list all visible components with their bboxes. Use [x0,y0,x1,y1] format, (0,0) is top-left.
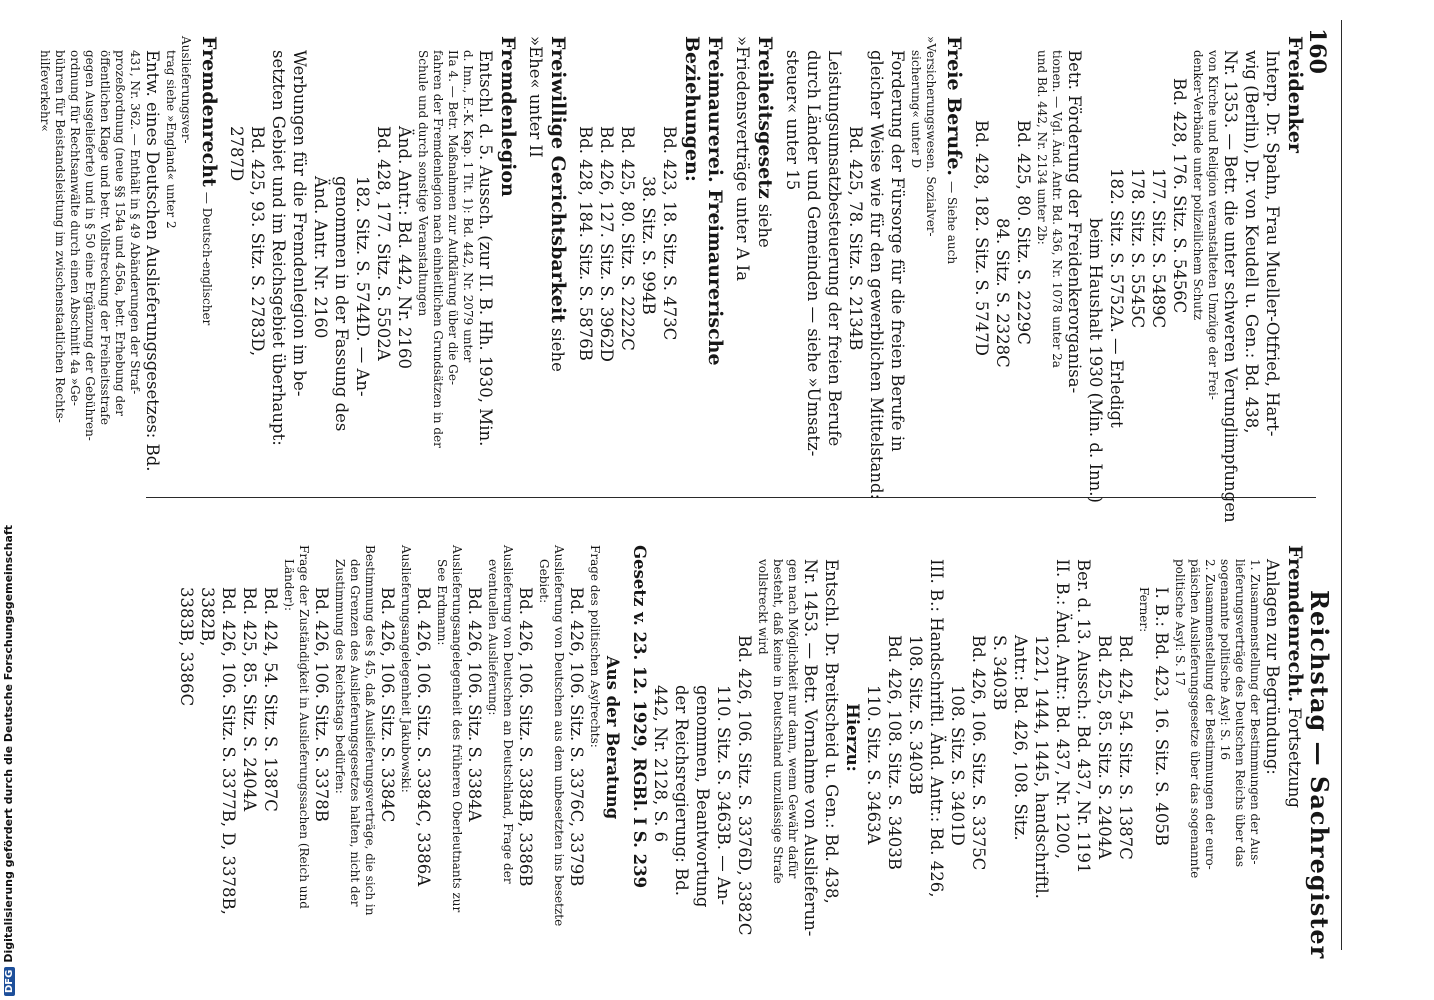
ref-line: Bd. 426, 106. Sitz. S. 3384C, 3386A [414,587,433,887]
entry-text [755,545,842,937]
text-line: vollstreckt wird [756,559,770,655]
text-line: von Kirche und Religion veranstalteten Umzüge der Frei- [1206,50,1220,400]
text-line: Ferner: [1137,587,1151,633]
text-line: Werbungen für die Fremdenlegion im be- [290,50,309,397]
ref-line: III. B.: Handschriftl. Änd. Antr.: Bd. 426, [927,559,946,898]
ref-line: Bd. 425, 85. Sitz. S. 2404A [240,587,259,812]
entry-fremdenlegion [226,36,519,448]
text-line: Entw. eines Deutschen Auslieferungsgesetzes: Bd. [143,50,162,472]
ref-line: beim Haushalt 1930 (Min. d. Inn.) [1086,218,1105,503]
text-line: denker-Verbände unter polizeilichem Schutz [1191,50,1205,321]
entry-refs [575,36,680,381]
ref-line: Antr.: Bd. 426, 108. Sitz. [1011,635,1030,841]
ref-line: 84. Sitz. S. 2328C [993,218,1012,368]
ref-line: Bd. 423, 18. Sitz. S. 473C [660,126,679,341]
ref-line: der Reichsregierung: Bd. [672,685,691,896]
text-line: trag siehe »England« unter 2 [164,50,178,229]
ref-line: genommen, Beantwortung [693,685,712,908]
entry-refs [863,545,1073,930]
ref-line: Ber. d. 13. Aussch.: Bd. 437, Nr. 1191 [1074,559,1093,874]
text-line: politische Asyl: S. 17 [1173,559,1187,686]
text-line: tionen. — Vgl. Änd. Antr. Bd. 436, Nr. 1078 unter 2a [1050,50,1064,368]
entry-head [923,36,965,381]
text-line: sicherung« unter D [909,50,923,169]
ref-line: Bd. 426, 106. Sitz. S. 3378B [312,587,331,822]
text-line: und Bd. 442, Nr. 2134 unter 2b: [1035,50,1049,245]
text-line: 431, Nr. 362. — Enthält in § 49 Abänderungen der Straf- [128,50,142,395]
ref-line: 178. Sitz. S. 5545C [1128,168,1147,329]
entry-text [268,36,310,446]
ref-line: Bd. 426, 106. Sitz. S. 3376D, 3382C [735,635,754,936]
entry-text [1172,545,1262,930]
beratung-question: Bestimmung des § 45, daß Auslieferungsverträge, die sich in den Grenzen des Auslieferungsgesetzes halten, nicht der Zustimmung des Reichstags bedürfen: [333,545,377,916]
entry-text [1034,36,1085,394]
beratung-question: Auslieferung von Deutschen aus dem unbesetzten ins besetzte Gebiet: [537,545,566,927]
text-line: Entschl. Dr. Breitscheid u. Gen.: Bd. 438, [822,559,841,904]
entry-head [178,36,220,381]
beratung-question: Auslieferungsangelegenheit Jakubowski: [399,545,413,793]
entry-keyword: Freie Berufe. [943,36,965,177]
entry-gerichtsbarkeit [525,36,569,381]
text-line: durch Länder und Gemeinden — siehe »Umsatz- [804,50,823,457]
beratung-question: Auslieferung von Deutschen an Deutschland, Frage der eventuellen Auslieferung: [486,545,515,884]
entry-text [866,36,908,500]
ref-line: II. B.: Änd. Antr.: Bd. 437, Nr. 1200, [1053,559,1072,859]
ref-line: S. 3403B [990,635,1009,711]
text-line: setzten Gebiet und im Reichsgebiet überhaupt: [269,50,288,446]
ref-line: Bd. 426, 106. Sitz. S. 3384B, 3386B [516,587,535,887]
text-line: Schule und durch sonstige Veranstaltungen [416,50,430,317]
ref-line: Bd. 424, 54. Sitz. S. 1387C [261,587,280,812]
entry-freiheitsgesetz [732,36,776,381]
ref-line: Bd. 425, 80. Sitz. S. 2222C [618,126,637,351]
ref-line: Bd. 426, 106. Sitz. S. 3384A [465,587,484,822]
ref-line: 1221, 1444, 1445, handschriftl. [1032,635,1051,899]
dfg-logo: DFG [4,967,15,996]
ref-line: Bd. 426, 108. Sitz. S. 3403B [885,635,904,870]
ref-line: Bd. 426, 106. Sitz. S. 3375C [969,635,988,871]
ref-line: 442, Nr. 2128, S. 6 [651,685,670,843]
ref-line: Bd. 426, 106. Sitz. S. 3376C, 3379B [567,587,586,887]
ref-line: Bd. 428, 177. Sitz. S. 5502A [374,126,393,361]
text-line: gegen Ausgelieferte) und in § 50 eine Ergänzung der Gebühren- [83,50,97,441]
entry-text [782,36,845,457]
text-line: öffentlichen Klage und betr. Vollstreckung der Freiheitsstrafe [98,50,112,425]
ref-line: Bd. 424, 54. Sitz. S. 1387C [1116,635,1135,860]
beratung-heading: Aus der Beratung [603,655,622,820]
ref-line: Bd. 426, 106. Sitz. S. 3377B, D, 3378B, 3382B, [198,587,238,915]
entry-text [37,36,163,472]
text-line: päischen Auslieferungsgesetze über das sogenannte [1188,559,1202,879]
text-line: besteht, daß keine in Deutschland unzulässige Strafe [771,559,785,884]
text-line: Interp. Dr. Spahn, Frau Mueller-Otfried, Hart- [1263,50,1282,437]
text-line: Leistungsumsatzbesteuerung der freien Berufe [825,50,844,447]
ref-line: 182. Sitz. S. 5752A. — Erledigt [1107,168,1126,428]
ref-line: Bd. 426, 106. Sitz. S. 3384C [378,587,397,823]
ref-line: 3383B, 3386C [177,587,196,707]
continuation-label: Fortsetzung [1285,707,1304,808]
entry-keyword: Fremdenlegion [497,36,519,197]
entry-keyword: Freimaurerei. Freimaurerische Beziehungen: [681,36,726,366]
ref-line: Bd. 428, 182. Sitz. S. 5747D [972,120,991,356]
text-line: fahren der Fremdenlegion nach einheitlichen Grundsätzen in der [431,50,445,448]
text-line: gleicher Weise wie für den gewerblichen Mittelstand: [867,50,886,500]
ref-line: Änd. Antr.: Bd. 442, Nr. 2160 [395,126,414,370]
entry-keyword: Freiwillige Gerichtsbarkeit [547,36,569,323]
text-line: Forderung der Fürsorge für die freien Berufe in [888,50,907,452]
entry-refs [1085,36,1190,503]
text-line: bühren für Beistandsleistung im zwischenstaatlichen Rechts- [53,50,67,423]
text-line: gen nach Möglichkeit nur dann, wenn Gewähr dafür [786,559,800,879]
beratung-question: Auslieferungsangelegenheit des früheren Oberleutnants zur See Erdmann: [435,545,464,913]
text-line: ordnung für Rechtsanwälte durch einen Abschnitt 4a »Ge- [68,50,82,406]
entry-keyword: Fremdenrecht [198,36,220,187]
text-line: — Deutsch-englischer Auslieferungsver- [179,36,214,326]
text-line: steuer« unter 15 [783,50,802,191]
ref-line: 38. Sitz. S. 994B [639,176,658,315]
ref-line: Bd. 426, 127. Sitz. S. 3962D [597,126,616,362]
hierzu-label: Hierzu: [843,703,862,772]
gesetz-line: Gesetz v. 23. 12. 1929, RGBl. I S. 239 [630,545,649,889]
ref-line: 177. Sitz. S. 5489C [1149,168,1168,329]
running-head: Reichstag — Sachregister [1305,590,1334,960]
beratung-question: Frage des politischen Asylrechts: [588,545,602,748]
text-line: sogenannte politische Asyl: S. 16 [1218,559,1232,760]
ref-line: Bd. 428, 184. Sitz. S. 5876B [576,126,595,361]
text-line: d. Inn., E.-K. Kap. 1 Tit. 1): Bd. 442, Nr. 2079 unter [461,50,475,363]
right-column [0,545,1434,937]
beratung-question: Frage der Zuständigkeit in Auslieferungssachen (Reich und Länder): [282,545,311,909]
ref-line: Bd. 425, 80. Sitz. S. 2229C [1014,120,1033,345]
text-line: IIa 4. — Betr. Maßnahmen zur Aufklärung über die Ge- [446,50,460,386]
text-line: Nr. 1453. — Betr. Vornahme von Auslieferun- [801,559,820,937]
text-line: Nr. 1353. — Betr. die unter schweren Verunglimpfungen [1221,50,1240,523]
ref-line: I. B.: Bd. 423, 16. Sitz. S. 405B [1152,587,1171,847]
ref-line: 110. Sitz. S. 3463A [864,685,883,845]
text-line: wig (Berlin), Dr. von Keudell u. Gen.: Bd. 438, [1242,50,1261,434]
text-line: Entschl. d. 5. Aussch. (zur II. B. Hh. 1930, Min. [476,50,495,447]
ref-line: Bd. 425, 93. Sitz. S. 2783D, 2787D [227,126,267,357]
entry-keyword: Freiheitsgesetz [754,36,776,199]
digitization-text: Digitalisierung gefördert durch die Deutsche Forschungsgemeinschaft [2,524,15,963]
ref-line: Bd. 425, 85. Sitz. S. 2404A [1095,635,1114,860]
entry-freidenker [971,36,1306,523]
text-line: lieferungsverträge des Deutschen Reichs über das [1233,559,1247,868]
text-line: siehe »Ehe« unter II [526,36,567,372]
entry-freie-berufe [782,36,965,500]
text-line: 2. Zusammenstellung der Bestimmungen der euro- [1203,559,1217,870]
text-line: siehe »Friedensverträge unter A Ia [733,36,774,282]
entry-freimaurerei [575,36,726,381]
text-line: Anlagen zur Begründung: [1263,559,1282,775]
entry-head [1283,545,1306,930]
ref-line: Änd. Antr. Nr. 2160 [311,176,330,339]
ref-line: 110. Sitz. S. 3463B. — An- [714,685,733,906]
entry-fremdenrecht [37,36,220,472]
entry-refs [310,36,394,432]
entry-keyword: Fremdenrecht. [1284,545,1306,703]
text-line: 1. Zusammenstellung der Bestimmungen der Aus- [1248,559,1262,865]
column-divider [146,497,1316,498]
entry-text [415,36,496,448]
page-number: 160 [1304,28,1330,74]
ref-line: Bd. 428, 176. Sitz. S. 5456C [1170,78,1189,314]
entry-keyword: Freidenker [1284,36,1306,153]
entry-refs [971,36,1034,381]
ref-line: 108. Sitz. S. 3403B [906,635,925,795]
ref-line: Bd. 425, 78. Sitz. S. 2134B [846,126,865,351]
ref-line: 108. Sitz. S. 3401D [948,685,967,846]
ref-line: genommen in der Fassung des [332,176,351,432]
entry-text [1190,36,1283,523]
text-line: Betr. Förderung der Freidenkerorganisa- [1065,50,1084,394]
left-column [0,36,1434,523]
ref-line: 182. Sitz. S. 5744D. — An- [353,176,372,397]
entry-refs [650,545,755,936]
beratung-list [176,545,602,930]
text-line: — Siehe auch »Versicherungswesen. Sozialver- [924,36,959,265]
text-line: prozeßordnung (neue §§ 154a und 456a, betr. Erhebung der [113,50,127,417]
text-line: hilfeverkehr« [38,50,52,132]
